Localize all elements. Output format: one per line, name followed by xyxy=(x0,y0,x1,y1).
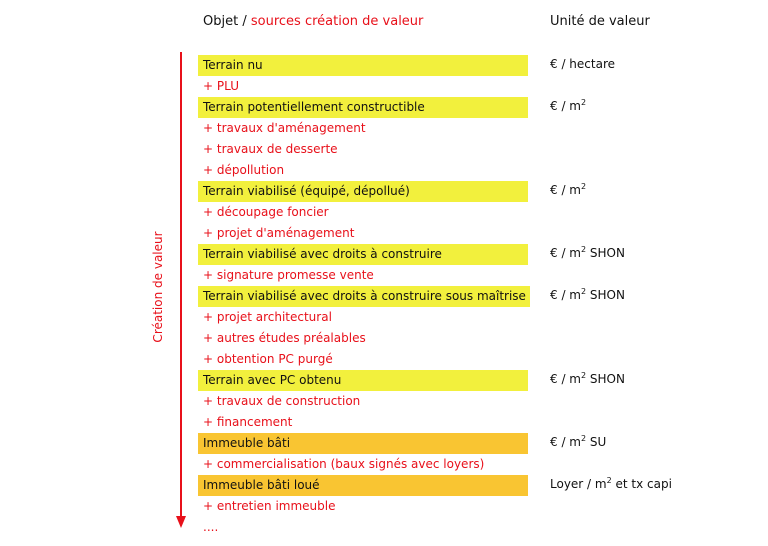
unit-text: € / m xyxy=(550,435,581,449)
unit-value xyxy=(550,183,586,197)
object-stage: Immeuble bâti xyxy=(198,433,528,454)
arrow-head xyxy=(176,516,186,528)
axis-label: Création de valeur xyxy=(151,231,165,343)
unit-exponent: 2 xyxy=(581,245,587,254)
unit-value xyxy=(550,246,625,260)
value-source-item: + commercialisation (baux signés avec loyers) xyxy=(203,457,485,471)
value-source-item: + travaux de construction xyxy=(203,394,361,408)
value-source-item: + dépollution xyxy=(203,163,285,177)
object-stage: Terrain viabilisé avec droits à construire sous maîtrise xyxy=(198,286,530,307)
unit-exponent: 2 xyxy=(606,476,612,485)
header-unite: Unité de valeur xyxy=(550,14,650,29)
unit-exponent: 2 xyxy=(581,98,587,107)
value-source-item: + autres études préalables xyxy=(203,331,366,345)
unit-value xyxy=(550,288,625,302)
unit-suffix: SHON xyxy=(586,372,625,386)
unit-text: € / m xyxy=(550,246,581,260)
unit-text: Loyer / m xyxy=(550,477,607,491)
value-source-item: + travaux d'aménagement xyxy=(203,121,366,135)
value-source-item: + signature promesse vente xyxy=(203,268,374,282)
object-stage: Immeuble bâti loué xyxy=(198,475,528,496)
unit-exponent: 2 xyxy=(581,287,587,296)
unit-suffix: SHON xyxy=(586,288,625,302)
unit-suffix: SU xyxy=(586,435,607,449)
header-separator: / xyxy=(242,14,247,29)
header-sources: sources création de valeur xyxy=(250,14,424,29)
unit-text: € / m xyxy=(550,99,581,113)
unit-text: € / m xyxy=(550,372,581,386)
unit-value xyxy=(550,477,672,491)
value-source-item: + obtention PC purgé xyxy=(203,352,333,366)
unit-value xyxy=(550,99,586,113)
header-objet: Objet xyxy=(203,14,239,29)
unit-text: € / m xyxy=(550,183,581,197)
value-source-item: + projet d'aménagement xyxy=(203,226,355,240)
value-source-item: + projet architectural xyxy=(203,310,332,324)
unit-suffix: SHON xyxy=(586,246,625,260)
unit-exponent: 2 xyxy=(581,434,587,443)
value-source-item: .... xyxy=(203,520,219,534)
object-stage: Terrain viabilisé avec droits à construire xyxy=(198,244,528,265)
value-source-item: + travaux de desserte xyxy=(203,142,338,156)
value-source-item: + PLU xyxy=(203,79,239,93)
object-stage: Terrain potentiellement constructible xyxy=(198,97,528,118)
value-chain-list xyxy=(198,55,558,538)
unit-exponent: 2 xyxy=(581,182,587,191)
unit-value xyxy=(550,372,625,386)
unit-suffix: et tx capi xyxy=(611,477,672,491)
object-stage: Terrain viabilisé (équipé, dépollué) xyxy=(198,181,528,202)
value-source-item: + financement xyxy=(203,415,293,429)
object-stage: Terrain avec PC obtenu xyxy=(198,370,528,391)
unit-text: € / m xyxy=(550,288,581,302)
object-stage: Terrain nu xyxy=(198,55,528,76)
unit-value xyxy=(550,435,606,449)
unit-exponent: 2 xyxy=(581,371,587,380)
unit-value xyxy=(550,57,615,71)
value-source-item: + découpage foncier xyxy=(203,205,329,219)
value-source-item: + entretien immeuble xyxy=(203,499,336,513)
unit-text: € / hectare xyxy=(550,57,616,71)
